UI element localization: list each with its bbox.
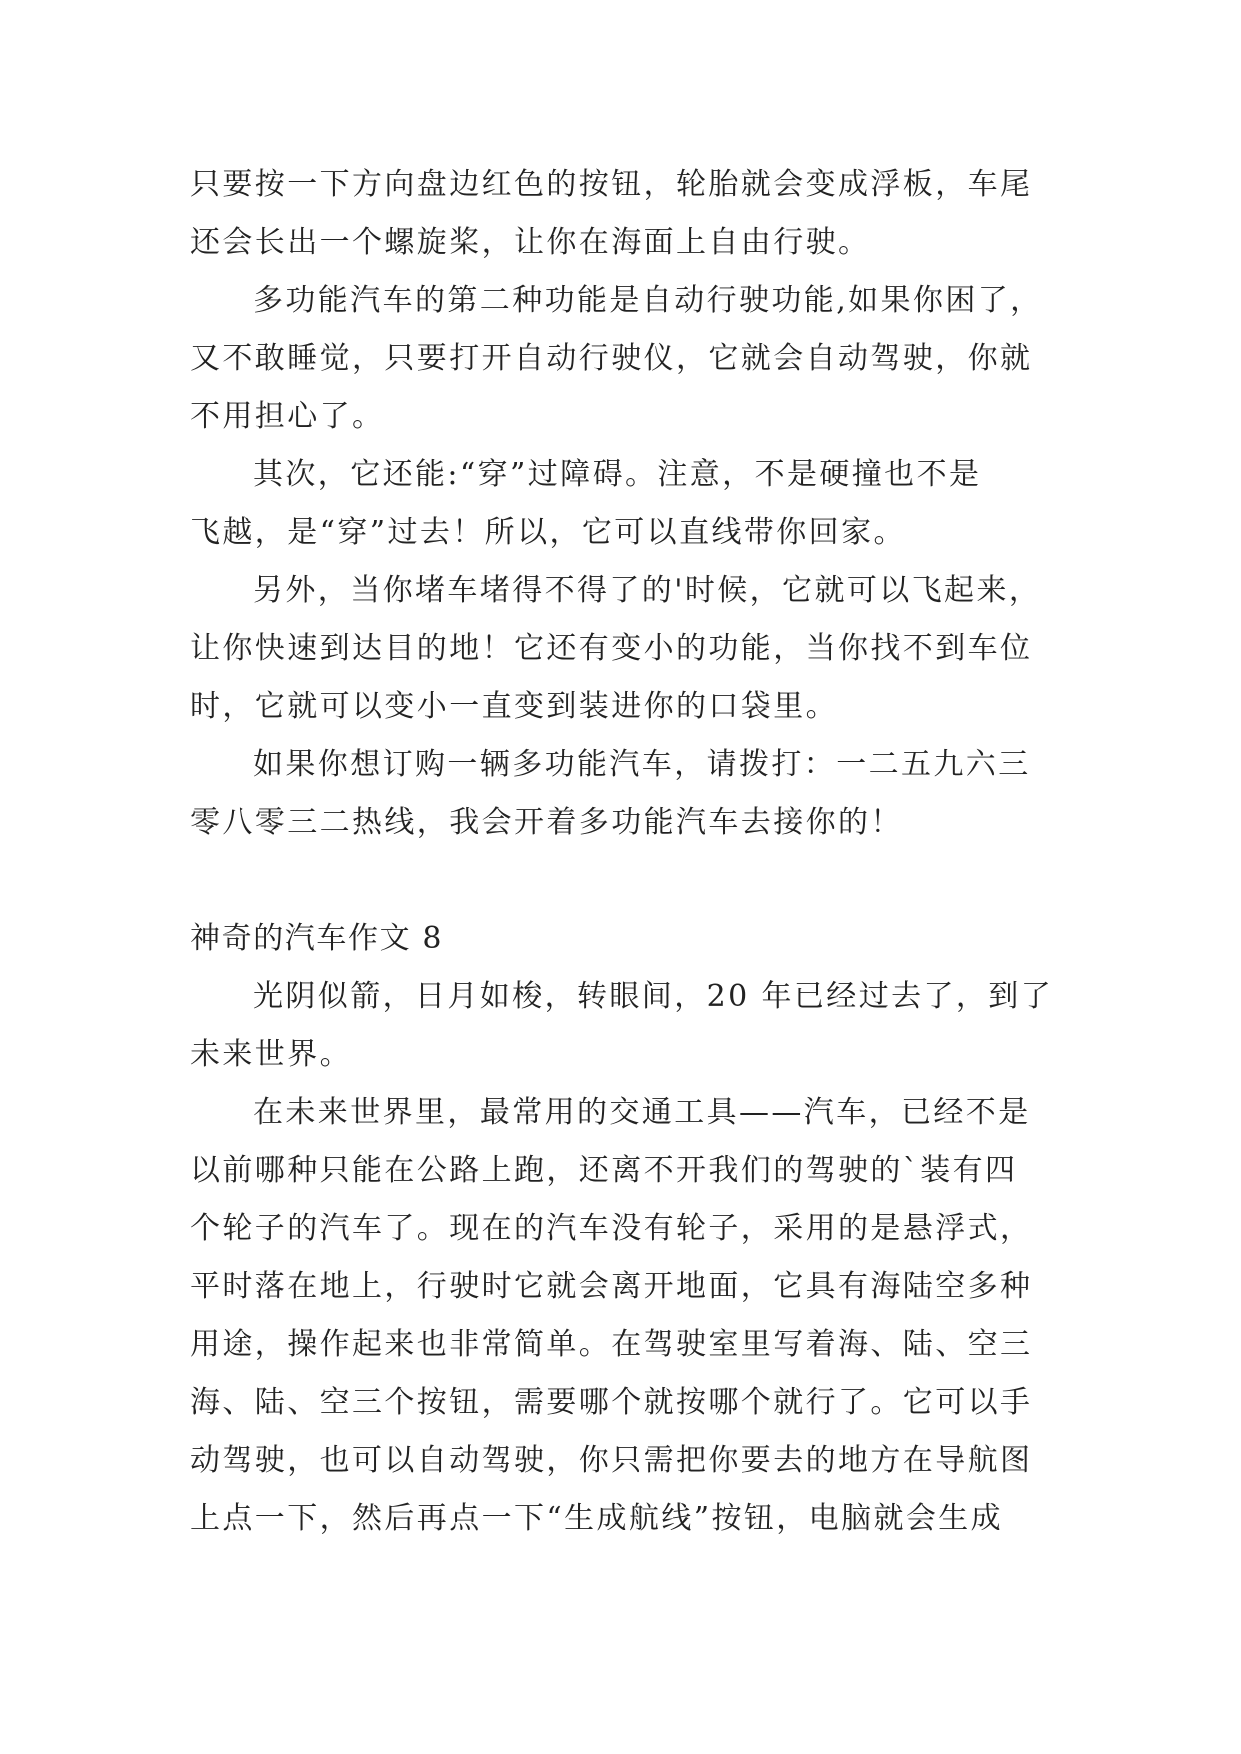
text-line: 不用担心了。 (190, 399, 385, 434)
text-line: 平时落在地上，行驶时它就会离开地面，它具有海陆空多种 (190, 1269, 1033, 1304)
text-line: 零八零三二热线，我会开着多功能汽车去接你的！ (190, 805, 903, 840)
text-line: 未来世界。 (190, 1037, 352, 1072)
text-line: 只要按一下方向盘边红色的按钮，轮胎就会变成浮板，车尾 (190, 167, 1033, 202)
text-line: 光阴似箭，日月如梭，转眼间，20 年已经过去了，到了 (253, 979, 1054, 1014)
text-line: 以前哪种只能在公路上跑，还离不开我们的驾驶的`装有四 (190, 1153, 1018, 1188)
text-line: 多功能汽车的第二种功能是自动行驶功能,如果你困了， (253, 283, 1043, 318)
text-line: 飞越，是“穿”过去！所以，它可以直线带你回家。 (190, 515, 906, 550)
text-line: 动驾驶，也可以自动驾驶，你只需把你要去的地方在导航图 (190, 1443, 1033, 1478)
text-line: 上点一下，然后再点一下“生成航线”按钮，电脑就会生成 (190, 1501, 1004, 1536)
text-line: 个轮子的汽车了。现在的汽车没有轮子，采用的是悬浮式， (190, 1211, 1033, 1246)
section-title: 神奇的汽车作文 8 (190, 921, 444, 956)
text-line: 如果你想订购一辆多功能汽车，请拨打：一二五九六三 (253, 747, 1031, 782)
text-line: 又不敢睡觉，只要打开自动行驶仪，它就会自动驾驶，你就 (190, 341, 1033, 376)
text-line: 用途，操作起来也非常简单。在驾驶室里写着海、陆、空三 (190, 1327, 1033, 1362)
text-line: 海、陆、空三个按钮，需要哪个就按哪个就行了。它可以手 (190, 1385, 1033, 1420)
text-line: 其次，它还能:“穿”过障碍。注意，不是硬撞也不是 (253, 457, 982, 492)
text-line: 在未来世界里，最常用的交通工具——汽车，已经不是 (253, 1095, 1031, 1130)
text-line: 时，它就可以变小一直变到装进你的口袋里。 (190, 689, 838, 724)
text-line: 另外，当你堵车堵得不得了的'时候，它就可以飞起来， (253, 573, 1042, 608)
text-line: 让你快速到达目的地！它还有变小的功能，当你找不到车位 (190, 631, 1033, 666)
text-line: 还会长出一个螺旋桨，让你在海面上自由行驶。 (190, 225, 871, 260)
